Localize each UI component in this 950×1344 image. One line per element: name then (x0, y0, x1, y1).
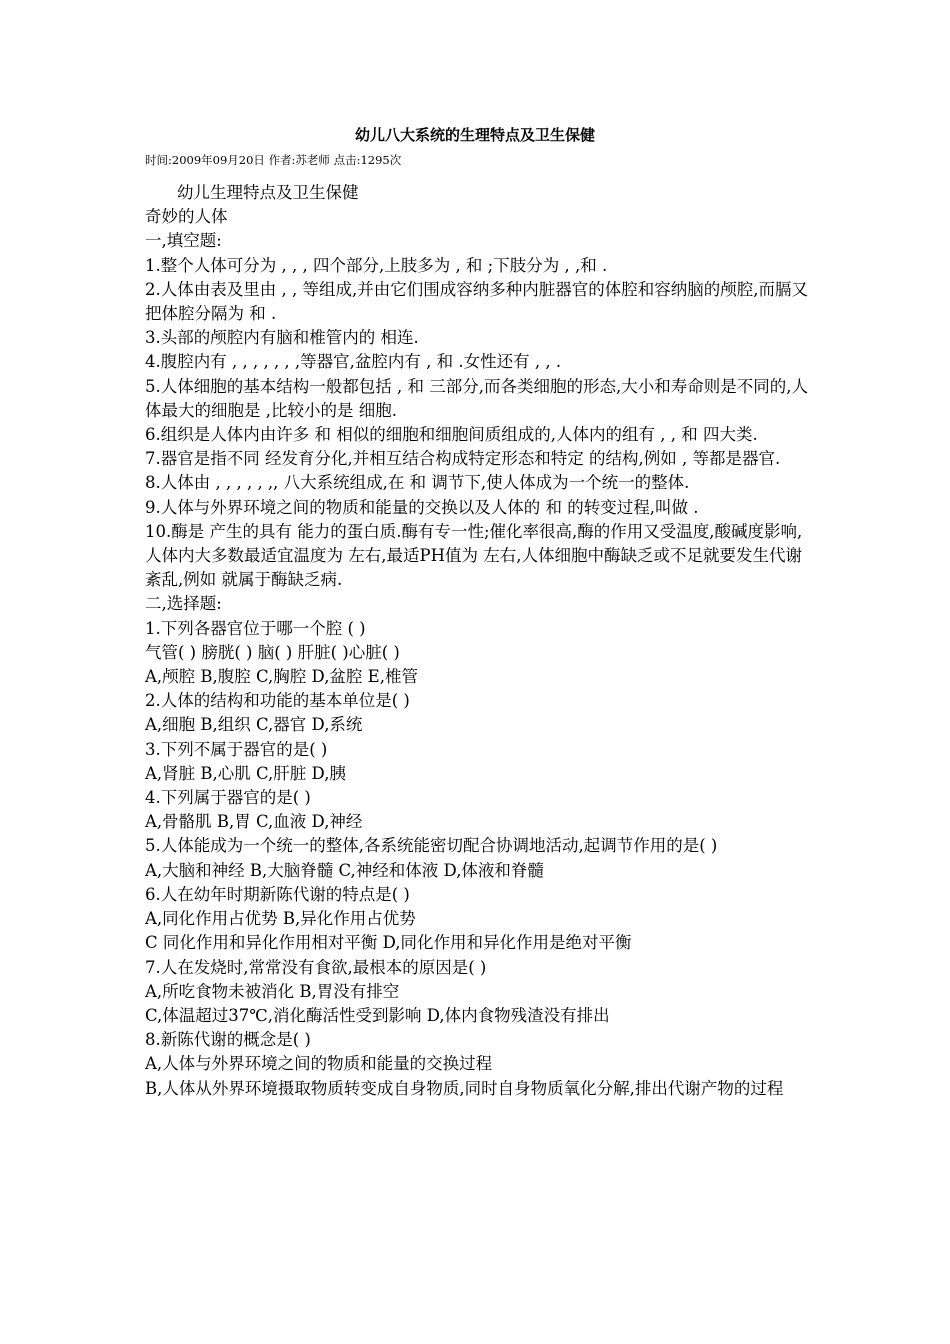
fill-blank-question: 10.酶是 产生的具有 能力的蛋白质.酶有专一性;催化率很高,酶的作用又受温度,酸碱度影响,人体内大多数最适宜温度为 左右,最适PH值为 左右,人体细胞中酶缺乏或不足就要发生代谢紊乱,例如 就属于酶缺乏病. (145, 521, 803, 590)
choice-question: 6.人在幼年时期新陈代谢的特点是( ) (145, 884, 410, 904)
choice-options: C,体温超过37℃,消化酶活性受到影响 D,体内食物残渣没有排出 (145, 1005, 610, 1025)
fill-blank-question: 5.人体细胞的基本结构一般都包括 , 和 三部分,而各类细胞的形态,大小和寿命则是不同的,人体最大的细胞是 ,比较小的是 细胞. (145, 376, 808, 420)
choice-question: 7.人在发烧时,常常没有食欲,最根本的原因是( ) (145, 957, 487, 977)
document-title: 幼儿八大系统的生理特点及卫生保健 (354, 126, 595, 144)
fill-blank-question: 1.整个人体可分为 , , , 四个部分,上肢多为 , 和 ;下肢分为 , ,和 . (145, 255, 608, 275)
choice-question: 8.新陈代谢的概念是( ) (145, 1030, 311, 1050)
section-heading: 奇妙的人体 (145, 207, 228, 227)
fill-blank-question: 9.人体与外界环境之间的物质和能量的交换以及人体的 和 的转变过程,叫做 . (145, 497, 699, 517)
fill-blank-question: 2.人体由表及里由 , , 等组成,并由它们围成容纳多种内脏器官的体腔和容纳脑的颅腔,而膈又把体腔分隔为 和 . (145, 279, 808, 324)
subtitle: 幼儿生理特点及卫生保健 (177, 183, 359, 202)
choice-options: A,大脑和神经 B,大脑脊髓 C,神经和体液 D,体液和脊髓 (145, 860, 544, 880)
choice-items: 气管( ) 膀胱( ) 脑( ) 肝脏( )心脏( ) (145, 642, 400, 662)
choice-question: 1.下列各器官位于哪一个腔 ( ) (145, 618, 366, 638)
fill-blank-question: 6.组织是人体内由许多 和 相似的细胞和细胞间质组成的,人体内的组有 , , 和 四大类. (145, 425, 758, 445)
fill-blank-question: 3.头部的颅腔内有脑和椎管内的 相连. (145, 328, 419, 348)
choice-question: 4.下列属于器官的是( ) (145, 788, 311, 808)
article-meta: 时间:2009年09月20日 作者:苏老师 点击:1295次 (145, 153, 402, 167)
fill-blank-question: 7.器官是指不同 经发育分化,并相互结合构成特定形态和特定 的结构,例如 , 等都是器官. (145, 449, 781, 469)
choice-question: 5.人体能成为一个统一的整体,各系统能密切配合协调地活动,起调节作用的是( ) (145, 836, 718, 856)
document-body (145, 181, 810, 1101)
choice-question: 3.下列不属于器官的是( ) (145, 739, 328, 759)
choice-options: A,颅腔 B,腹腔 C,胸腔 D,盆腔 E,椎管 (145, 667, 418, 687)
choice-option: A,人体与外界环境之间的物质和能量的交换过程 (145, 1054, 493, 1074)
fill-blank-question: 4.腹腔内有 , , , , , , ,等器官,盆腔内有 , 和 .女性还有 , , . (145, 352, 562, 372)
choice-options: A,所吃食物未被消化 B,胃没有排空 (145, 981, 400, 1001)
choice-options: A,肾脏 B,心肌 C,肝脏 D,胰 (145, 763, 346, 783)
choice-option: B,人体从外界环境摄取物质转变成自身物质,同时自身物质氧化分解,排出代谢产物的过程 (145, 1078, 784, 1098)
choice-question: 2.人体的结构和功能的基本单位是( ) (145, 691, 410, 711)
choice-options: A,同化作用占优势 B,异化作用占优势 (145, 909, 416, 929)
choice-options: C 同化作用和异化作用相对平衡 D,同化作用和异化作用是绝对平衡 (145, 933, 632, 953)
choice-options: A,骨骼肌 B,胃 C,血液 D,神经 (145, 812, 363, 832)
choice-options: A,细胞 B,组织 C,器官 D,系统 (145, 715, 363, 735)
fill-blank-question: 8.人体由 , , , , , ,, 八大系统组成,在 和 调节下,使人体成为一个统一的整体. (145, 473, 690, 493)
fill-blank-heading: 一,填空题: (145, 231, 222, 251)
multiple-choice-heading: 二,选择题: (145, 594, 222, 614)
